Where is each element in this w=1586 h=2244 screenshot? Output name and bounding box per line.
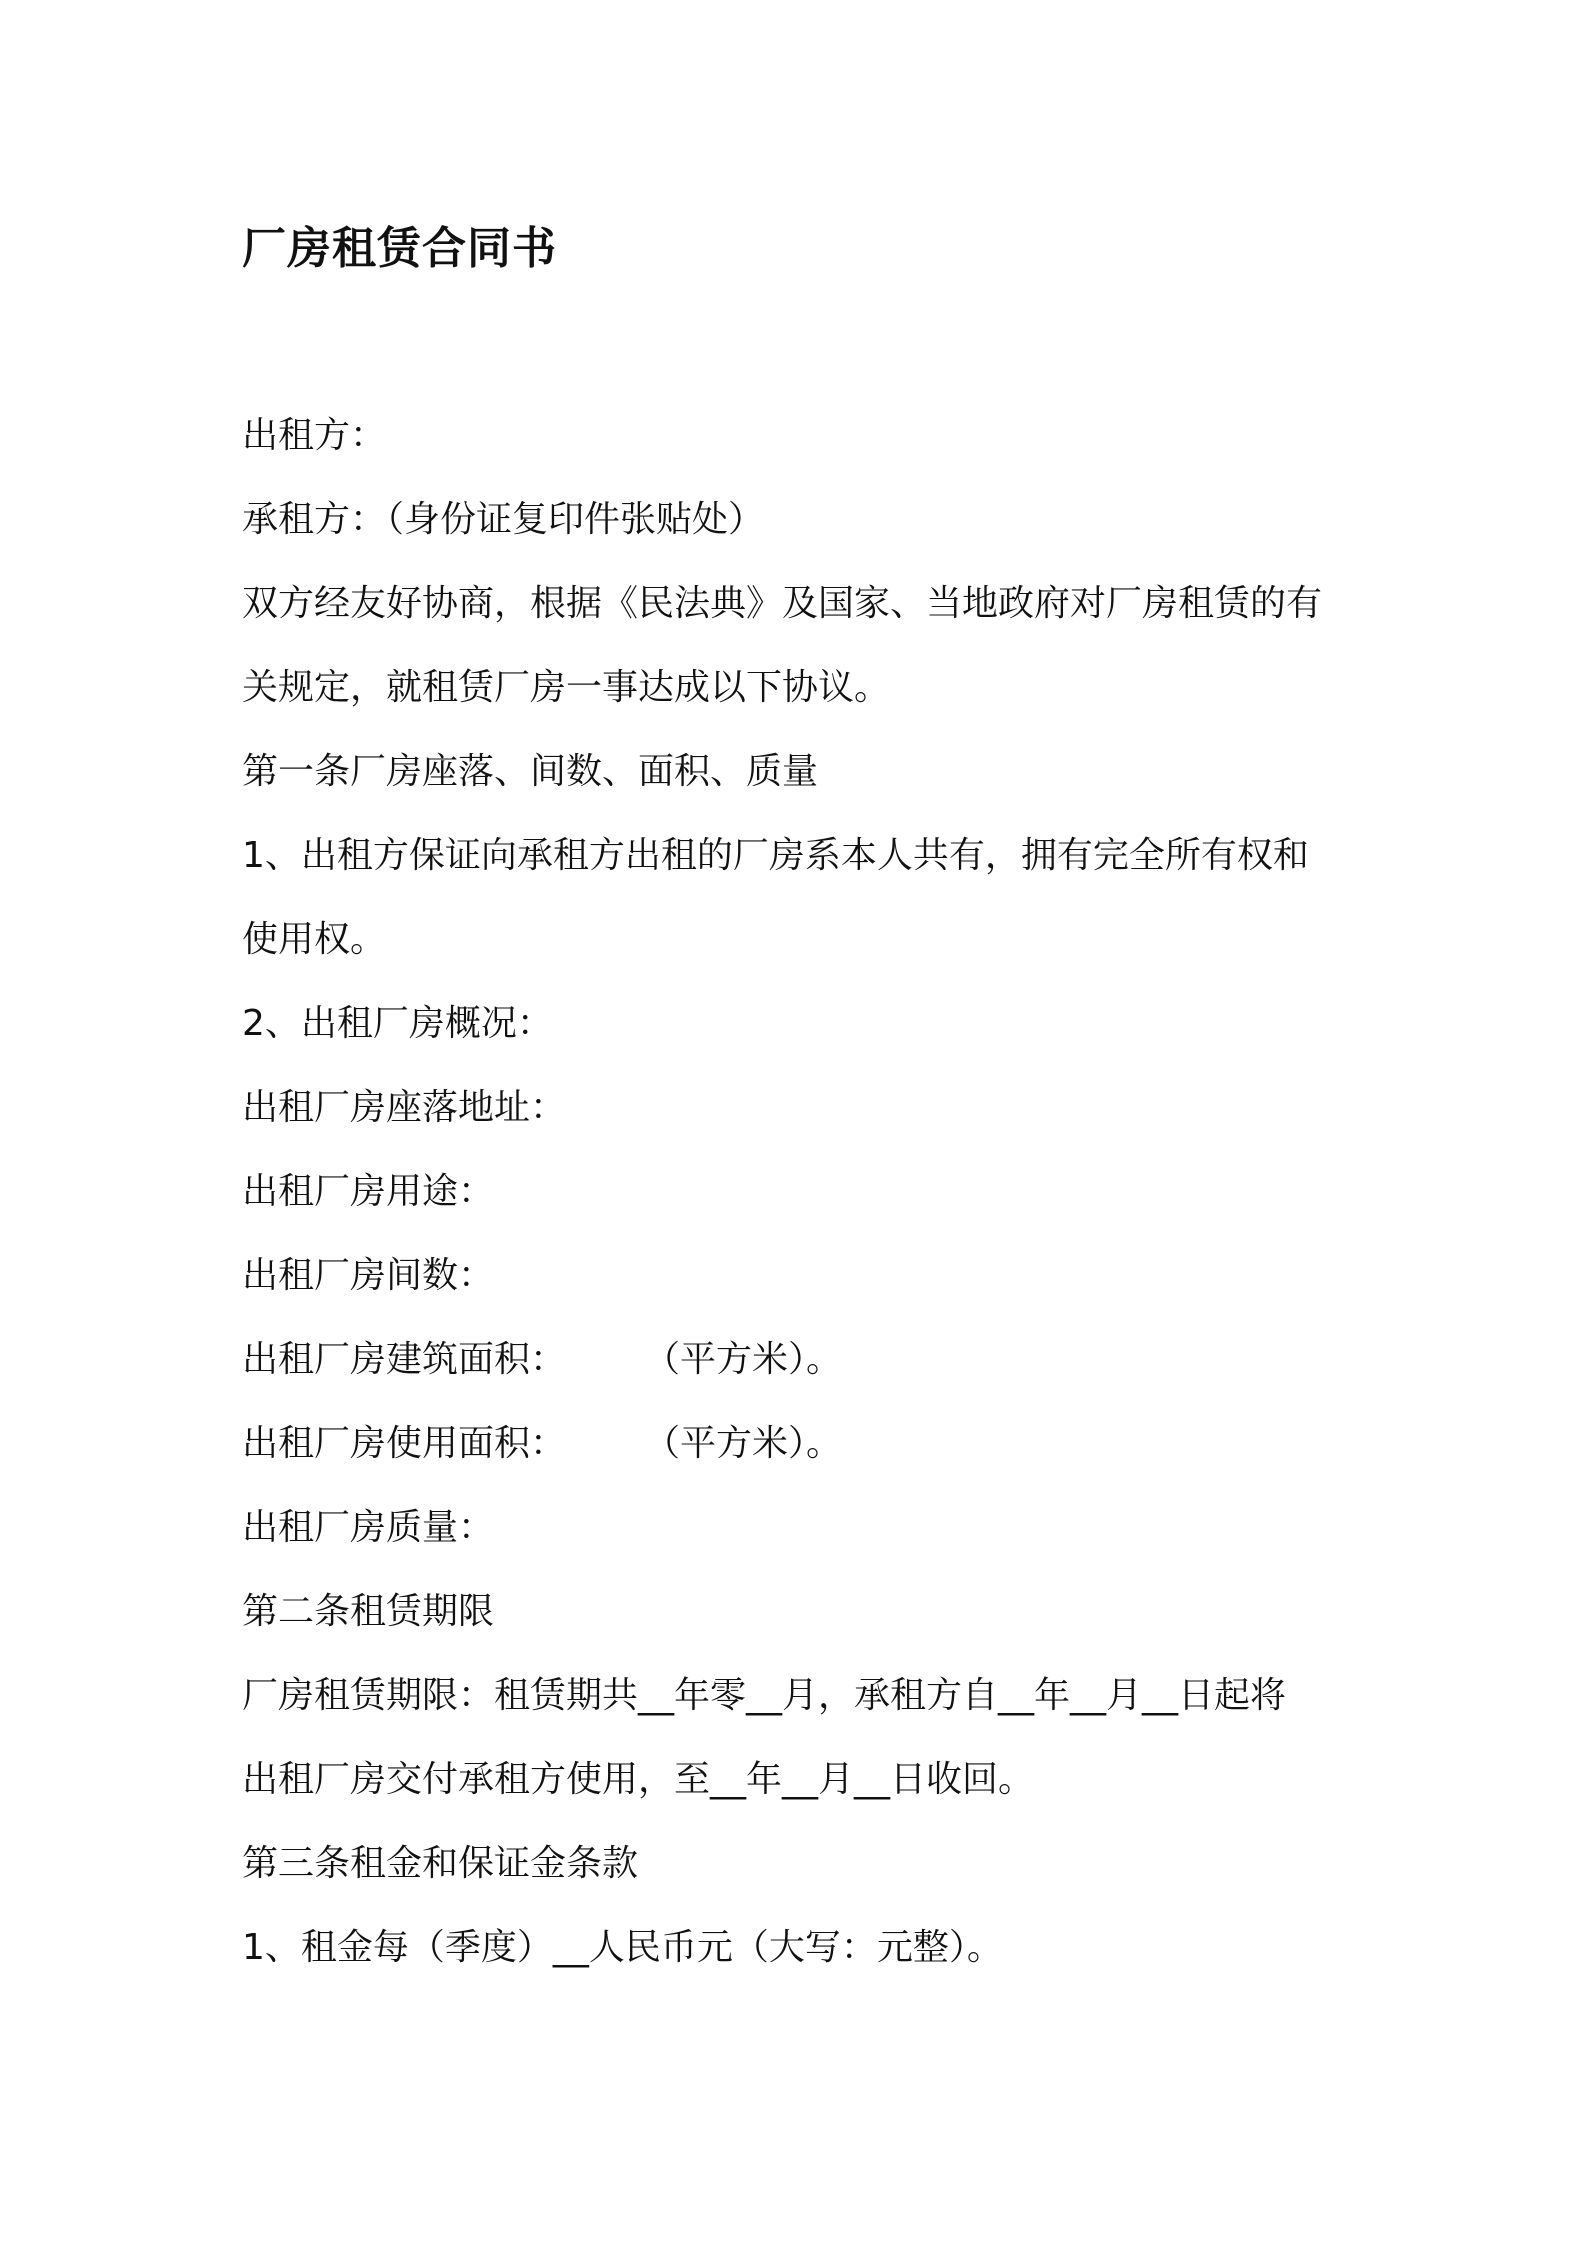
paragraph-intro-line-2: 关规定，就租赁厂房一事达成以下协议。 (242, 667, 891, 708)
field-usage: 出租厂房用途： (242, 1171, 495, 1212)
article-2-heading: 第二条租赁期限 (242, 1591, 495, 1632)
article-1-item-1-line-2: 使用权。 (242, 919, 387, 960)
article-3-item-1: 1、租金每（季度）__人民币元（大写：元整）。 (242, 1927, 1003, 1968)
article-2-text-line-1: 厂房租赁期限：租赁期共__年零__月，承租方自__年__月__日起将 (242, 1675, 1287, 1716)
article-1-heading: 第一条厂房座落、间数、面积、质量 (242, 751, 819, 792)
field-usable-area-label: 出租厂房使用面积： (242, 1423, 567, 1464)
field-building-area-unit: （平方米）。 (644, 1339, 843, 1380)
article-3-heading: 第三条租金和保证金条款 (242, 1843, 639, 1884)
field-building-area-label: 出租厂房建筑面积： (242, 1339, 567, 1380)
field-room-count: 出租厂房间数： (242, 1255, 495, 1296)
paragraph-lessor: 出租方： (242, 415, 387, 456)
article-1-item-2: 2、出租厂房概况： (242, 1003, 553, 1044)
article-2-text-line-2: 出租厂房交付承租方使用，至__年__月__日收回。 (242, 1759, 1035, 1800)
document-body (242, 410, 1352, 2006)
field-usable-area-unit: （平方米）。 (644, 1423, 843, 1464)
field-usable-area (242, 1418, 1352, 1502)
paragraph-intro-line-1: 双方经友好协商，根据《民法典》及国家、当地政府对厂房租赁的有 (242, 583, 1323, 624)
field-location: 出租厂房座落地址： (242, 1087, 567, 1128)
field-quality: 出租厂房质量： (242, 1507, 495, 1548)
field-building-area (242, 1334, 1352, 1418)
paragraph-lessee: 承租方：（身份证复印件张贴处） (242, 499, 765, 540)
document-title: 厂房租赁合同书 (242, 223, 557, 274)
article-1-item-1-line-1: 1、出租方保证向承租方出租的厂房系本人共有，拥有完全所有权和 (242, 835, 1309, 876)
